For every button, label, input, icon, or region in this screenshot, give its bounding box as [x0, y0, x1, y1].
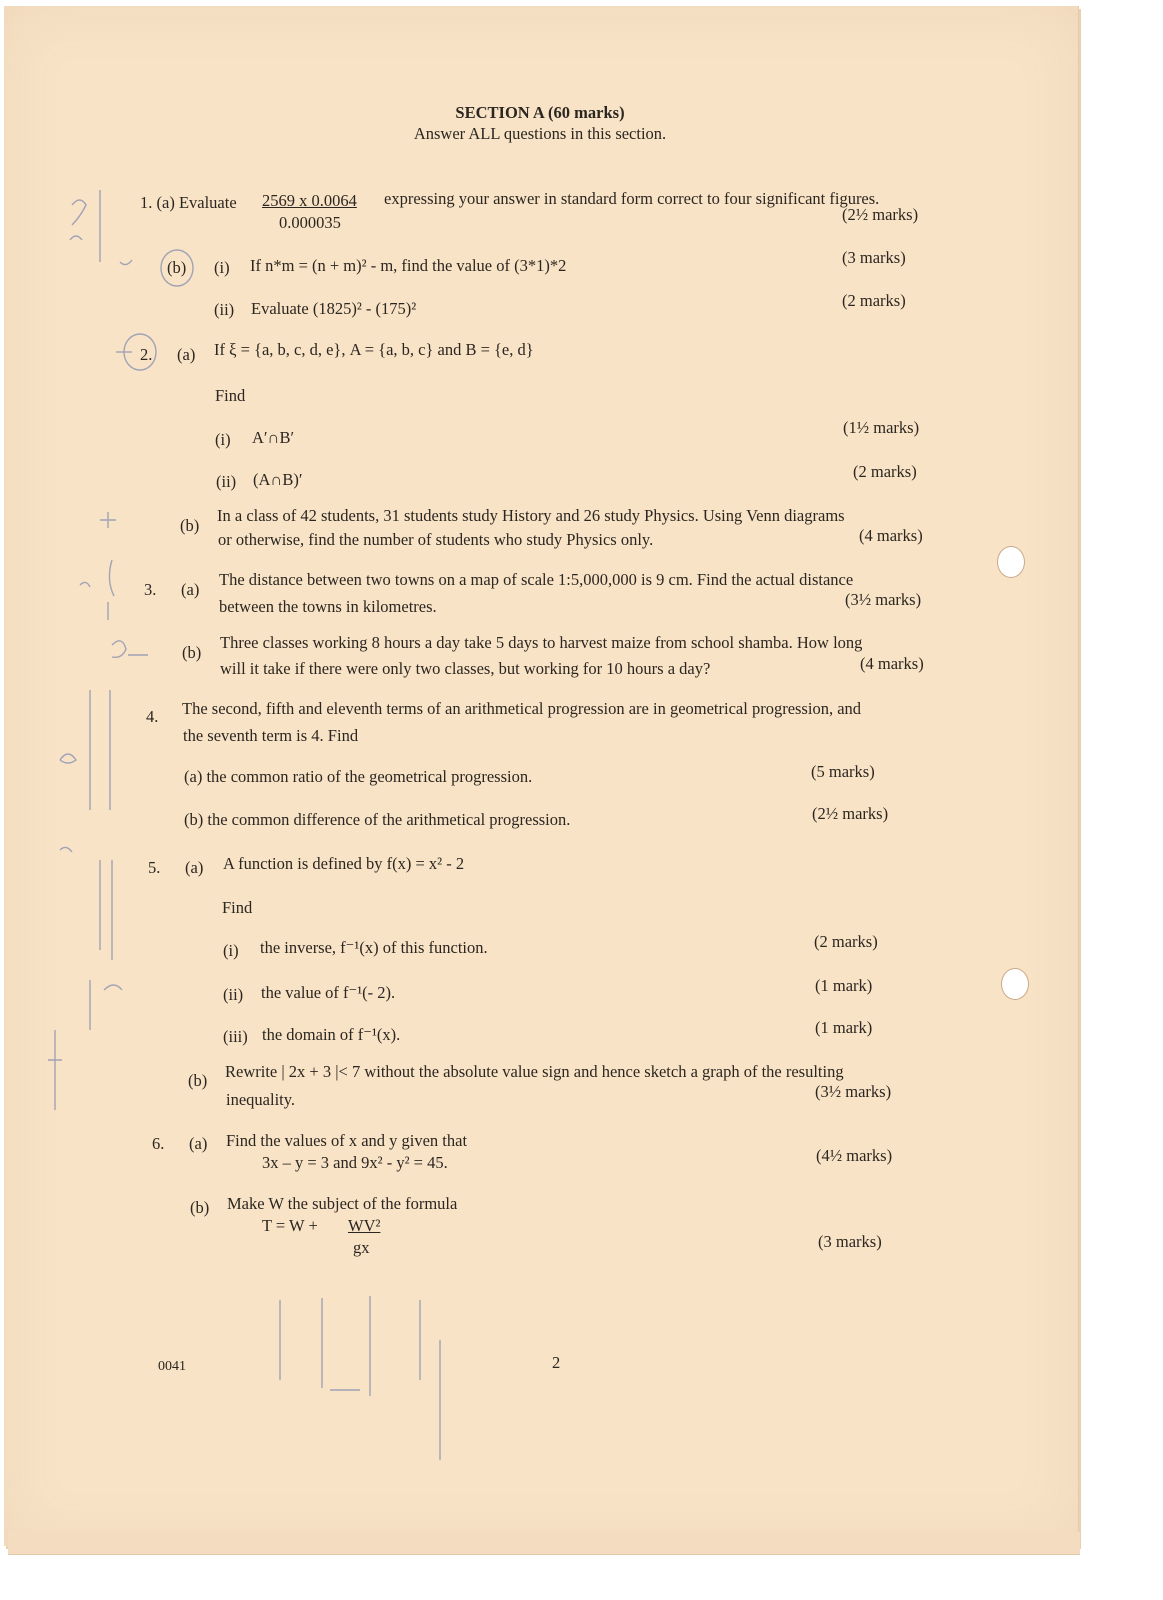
q1-b-i-marks: (3 marks): [842, 248, 906, 267]
q5-ii-label: (ii): [223, 985, 244, 1004]
q6-b-label: (b): [190, 1198, 210, 1217]
q6-number: 6.: [152, 1134, 165, 1153]
q5-b-label: (b): [188, 1071, 208, 1090]
exam-page: [4, 6, 1079, 1546]
q6-a-line2: 3x – y = 3 and 9x² - y² = 45.: [262, 1153, 448, 1172]
q2-ii-label: (ii): [216, 472, 237, 491]
q4-a-text: (a) the common ratio of the geometrical progression.: [184, 767, 533, 786]
q4-b-text: (b) the common difference of the arithmetical progression.: [184, 810, 571, 829]
q2-a-text: If ξ = {a, b, c, d, e}, A = {a, b, c} and B = {e, d}: [214, 340, 534, 359]
q4-line1: The second, fifth and eleventh terms of an arithmetical progression are in geometrical progression, and: [182, 699, 862, 718]
q6-b-denominator: gx: [353, 1238, 370, 1257]
q4-line2: the seventh term is 4. Find: [183, 726, 359, 745]
q1-b-i-label: (i): [214, 258, 230, 277]
q1-a-rest: expressing your answer in standard form correct to four significant figures.: [384, 189, 880, 208]
paper-code: 0041: [158, 1359, 186, 1374]
q3-b-line1: Three classes working 8 hours a day take 5 days to harvest maize from school shamba. How long: [220, 633, 863, 652]
q5-iii-text: the domain of f⁻¹(x).: [262, 1025, 401, 1044]
q6-b-marks: (3 marks): [818, 1232, 882, 1251]
q3-a-marks: (3½ marks): [845, 590, 922, 609]
page-number: 2: [552, 1353, 561, 1372]
q2-i-marks: (1½ marks): [843, 418, 920, 437]
q5-ii-marks: (1 mark): [815, 976, 873, 995]
q1-b-ii-text: Evaluate (1825)² - (175)²: [251, 299, 417, 318]
punch-hole-upper: [997, 546, 1025, 578]
q5-i-marks: (2 marks): [814, 932, 878, 951]
q5-ii-text: the value of f⁻¹(- 2).: [261, 983, 396, 1002]
q5-a-text: A function is defined by f(x) = x² - 2: [223, 854, 465, 873]
q6-a-line1: Find the values of x and y given that: [226, 1131, 468, 1150]
q6-b-formula-left: T = W +: [262, 1216, 318, 1235]
q5-i-label: (i): [223, 941, 239, 960]
q5-number: 5.: [148, 858, 161, 877]
q3-b-marks: (4 marks): [860, 654, 924, 673]
q2-ii-marks: (2 marks): [853, 462, 917, 481]
q4-b-marks: (2½ marks): [812, 804, 889, 823]
q6-a-label: (a): [189, 1134, 208, 1153]
q3-a-line1: The distance between two towns on a map of scale 1:5,000,000 is 9 cm. Find the actual distance: [219, 570, 854, 589]
q5-b-line2: inequality.: [226, 1090, 296, 1109]
q2-b-label: (b): [180, 516, 200, 535]
q1-a-label: 1. (a) Evaluate: [140, 193, 237, 212]
q2-i-text: A′∩B′: [252, 428, 295, 447]
q2-b-line1: In a class of 42 students, 31 students study History and 26 study Physics. Using Venn diagrams: [217, 506, 845, 525]
q3-b-line2: will it take if there were only two classes, but working for 10 hours a day?: [220, 659, 711, 678]
q3-a-line2: between the towns in kilometres.: [219, 597, 437, 616]
q4-number: 4.: [146, 707, 159, 726]
underlying-page-edge: [8, 1532, 1080, 1555]
q6-b-line1: Make W the subject of the formula: [227, 1194, 458, 1213]
q1-a-denominator: 0.000035: [279, 213, 341, 232]
q5-iii-marks: (1 mark): [815, 1018, 873, 1037]
q6-a-marks: (4½ marks): [816, 1146, 893, 1165]
q5-find: Find: [222, 898, 253, 917]
q2-find: Find: [215, 386, 246, 405]
q3-a-label: (a): [181, 580, 200, 599]
q1-b-ii-label: (ii): [214, 300, 235, 319]
q2-i-label: (i): [215, 430, 231, 449]
punch-hole-lower: [1001, 968, 1029, 1000]
section-instruction: Answer ALL questions in this section.: [413, 124, 667, 143]
q6-b-numerator: WV²: [348, 1216, 381, 1235]
q2-number: 2.: [140, 345, 153, 364]
q4-a-marks: (5 marks): [811, 762, 875, 781]
q5-b-line1: Rewrite | 2x + 3 |< 7 without the absolute value sign and hence sketch a graph of the resulting: [225, 1062, 844, 1081]
q5-a-label: (a): [185, 858, 204, 877]
q5-iii-label: (iii): [223, 1027, 248, 1046]
q2-b-line2: or otherwise, find the number of students who study Physics only.: [218, 530, 654, 549]
q1-b-i-text: If n*m = (n + m)² - m, find the value of (3*1)*2: [250, 256, 567, 275]
section-title: SECTION A (60 marks): [455, 103, 625, 122]
q2-ii-text: (A∩B)′: [253, 470, 303, 489]
q2-b-marks: (4 marks): [859, 526, 923, 545]
q1-b-ii-marks: (2 marks): [842, 291, 906, 310]
q2-a-label: (a): [177, 345, 196, 364]
q3-b-label: (b): [182, 643, 202, 662]
q5-i-text: the inverse, f⁻¹(x) of this function.: [260, 938, 488, 957]
q5-b-marks: (3½ marks): [815, 1082, 892, 1101]
q1-a-marks: (2½ marks): [842, 205, 919, 224]
q3-number: 3.: [144, 580, 157, 599]
q1-a-numerator: 2569 x 0.0064: [262, 191, 357, 210]
q1-b-label: (b): [167, 258, 187, 277]
